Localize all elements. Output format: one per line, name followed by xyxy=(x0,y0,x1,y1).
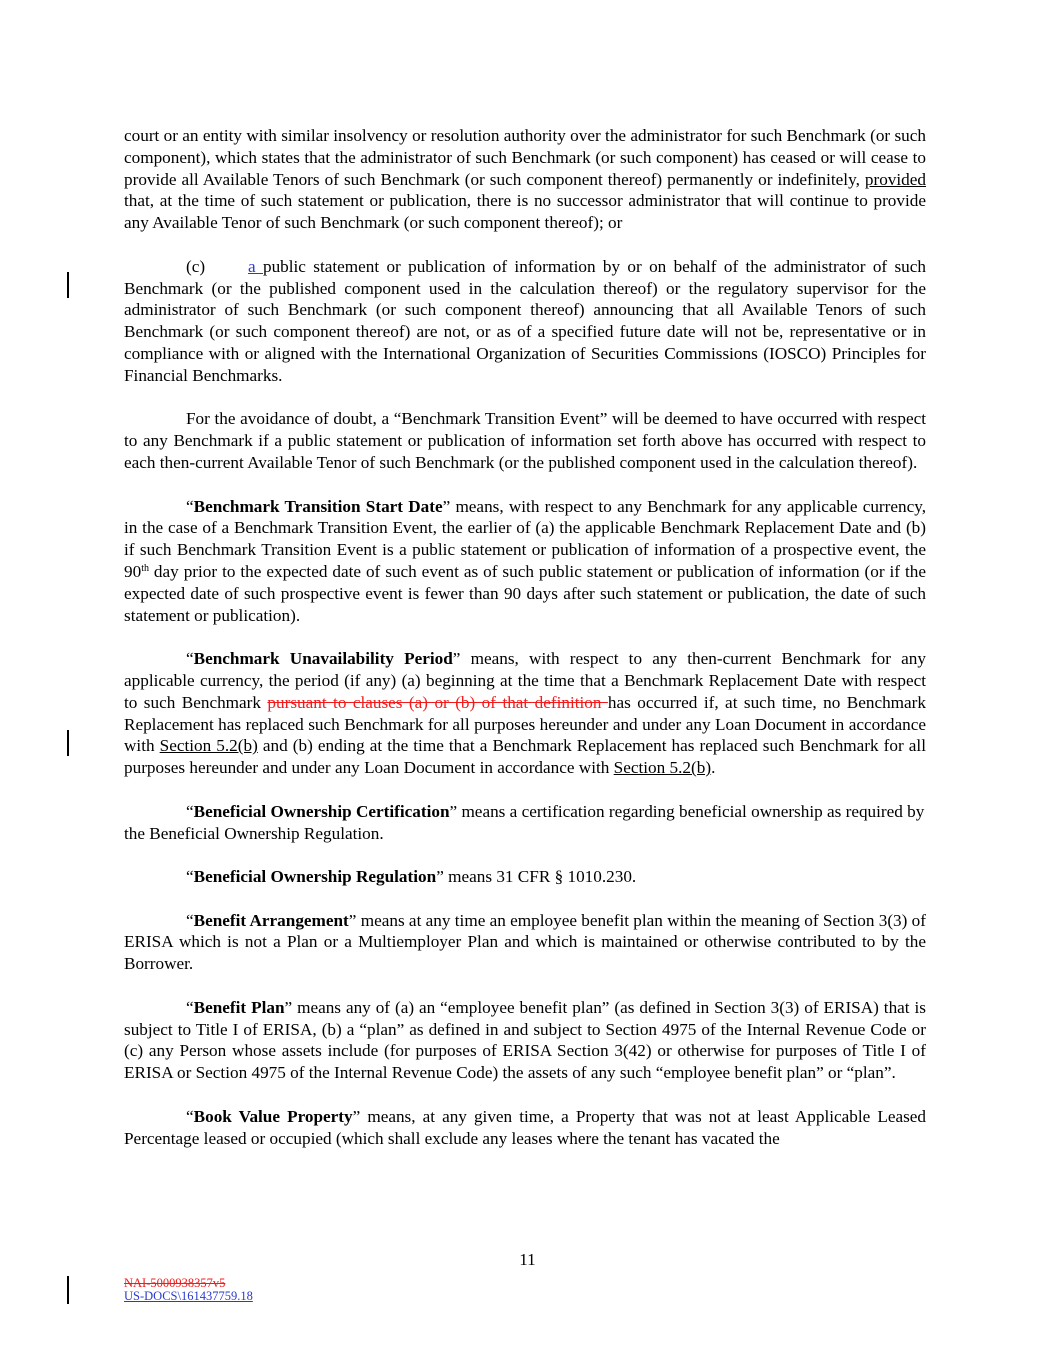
paragraph-administrator-statement: court or an entity with similar insolvency or resolution authority over the administrator for such Benchmark (or such component), which states that the administrator of such Benchmark (or such component) has ceased or will cease to provide all Available Tenors of such Benchmark (or such component thereof) permanently or indefinitely, provided that, at the time of such statement or publication, there is no successor administrator that will continue to provide any Available Tenor of such Benchmark (or such component thereof); or xyxy=(124,126,926,233)
defined-term: Benefit Plan xyxy=(193,997,285,1017)
definition-benefit-arrangement: “Benefit Arrangement” means at any time an employee benefit plan within the meaning of Section 3(3) of ERISA which is not a Plan or a Multiemployer Plan and which is maintained or otherwise contributed to by the Borrower. xyxy=(124,910,926,974)
paragraph-clause-c: (c) a public statement or publication of information by or on behalf of the administrator of such Benchmark (or the published component used in the calculation thereof) or the regulatory supervisor for the administrator of such Benchmark (or such component thereof) announcing that all Available Tenors of such Benchmark (or such component thereof) are not, or as of a specified future date will not be, representative or in compliance with or aligned with the International Organization of Securities Commissions (IOSCO) Principles for Financial Benchmarks. xyxy=(124,256,926,385)
page-number: 11 xyxy=(519,1250,536,1269)
definition-beneficial-ownership-certification: “Beneficial Ownership Certification” means a certification regarding beneficial ownership as required by the Beneficial Ownership Regulation. xyxy=(124,801,925,843)
clause-number: (c) xyxy=(186,256,206,276)
definition-benchmark-transition-start-date: “Benchmark Transition Start Date” means, with respect to any Benchmark for any applicable currency, in the case of a Benchmark Transition Event, the earlier of (a) the applicable Benchmark Replacement Date and (b) if such Benchmark Transition Event is a public statement or publication of information of a prospective event, the 90th day prior to the expected date of such event as of such public statement or publication of information (or if the expected date of such prospective event is fewer than 90 days after such statement or publication, the date of such statement or publication). xyxy=(124,496,926,625)
document-footer xyxy=(124,1277,253,1302)
provided-underlined: provided xyxy=(864,169,926,189)
defined-term: Book Value Property xyxy=(193,1106,353,1126)
deleted-document-id: NAI-5000938357v5 xyxy=(124,1276,226,1290)
paragraph-avoidance-of-doubt: For the avoidance of doubt, a “Benchmark Transition Event” will be deemed to have occurred with respect to any Benchmark if a public statement or publication of information set forth above has occurred with respect to each then-current Available Tenor of such Benchmark (or the published component used in the calculation thereof). xyxy=(124,409,926,472)
change-bar-clause-c xyxy=(67,272,69,298)
defined-term: Beneficial Ownership Certification xyxy=(193,801,450,821)
change-bar-footer xyxy=(67,1276,69,1304)
section-reference: Section 5.2(b) xyxy=(159,736,258,756)
defined-term: Beneficial Ownership Regulation xyxy=(193,867,437,887)
defined-term: Benchmark Transition Start Date xyxy=(193,496,443,516)
section-reference: Section 5.2(b) xyxy=(613,758,712,778)
deleted-text: pursuant to clauses (a) or (b) of that definition xyxy=(267,692,608,712)
defined-term: Benchmark Unavailability Period xyxy=(193,649,453,669)
document-page xyxy=(124,125,926,1171)
change-bar-unavailability-period xyxy=(67,730,69,756)
inserted-text: a xyxy=(248,256,263,276)
defined-term: Benefit Arrangement xyxy=(193,910,349,930)
definition-book-value-property: “Book Value Property” means, at any given time, a Property that was not at least Applicable Leased Percentage leased or occupied (which shall exclude any leases where the tenant has vacated the xyxy=(124,1106,926,1148)
inserted-document-id: US-DOCS\161437759.18 xyxy=(124,1288,253,1303)
definition-beneficial-ownership-regulation: “Beneficial Ownership Regulation” means 31 CFR § 1010.230. xyxy=(186,867,637,887)
definition-benefit-plan: “Benefit Plan” means any of (a) an “employee benefit plan” (as defined in Section 3(3) of ERISA) that is subject to Title I of ERISA, (b) a “plan” as defined in and subject to Section 4975 of the Internal Revenue Code or (c) any Person whose assets include (for purposes of ERISA Section 3(42) or otherwise for purposes of Title I of ERISA or Section 4975 of the Internal Revenue Code) the assets of any such “employee benefit plan” or “plan”. xyxy=(124,997,926,1083)
definition-benchmark-unavailability-period: “Benchmark Unavailability Period” means, with respect to any then-current Benchmark for any applicable currency, the period (if any) (a) beginning at the time that a Benchmark Replacement Date with respect to such Benchmark pursuant to clauses (a) or (b) of that definition has occurred if, at such time, no Benchmark Replacement has replaced such Benchmark for all purposes hereunder and under any Loan Document in accordance with Section 5.2(b) and (b) ending at the time that a Benchmark Replacement has replaced such Benchmark for all purposes hereunder and under any Loan Document in accordance with Section 5.2(b). xyxy=(124,649,926,778)
